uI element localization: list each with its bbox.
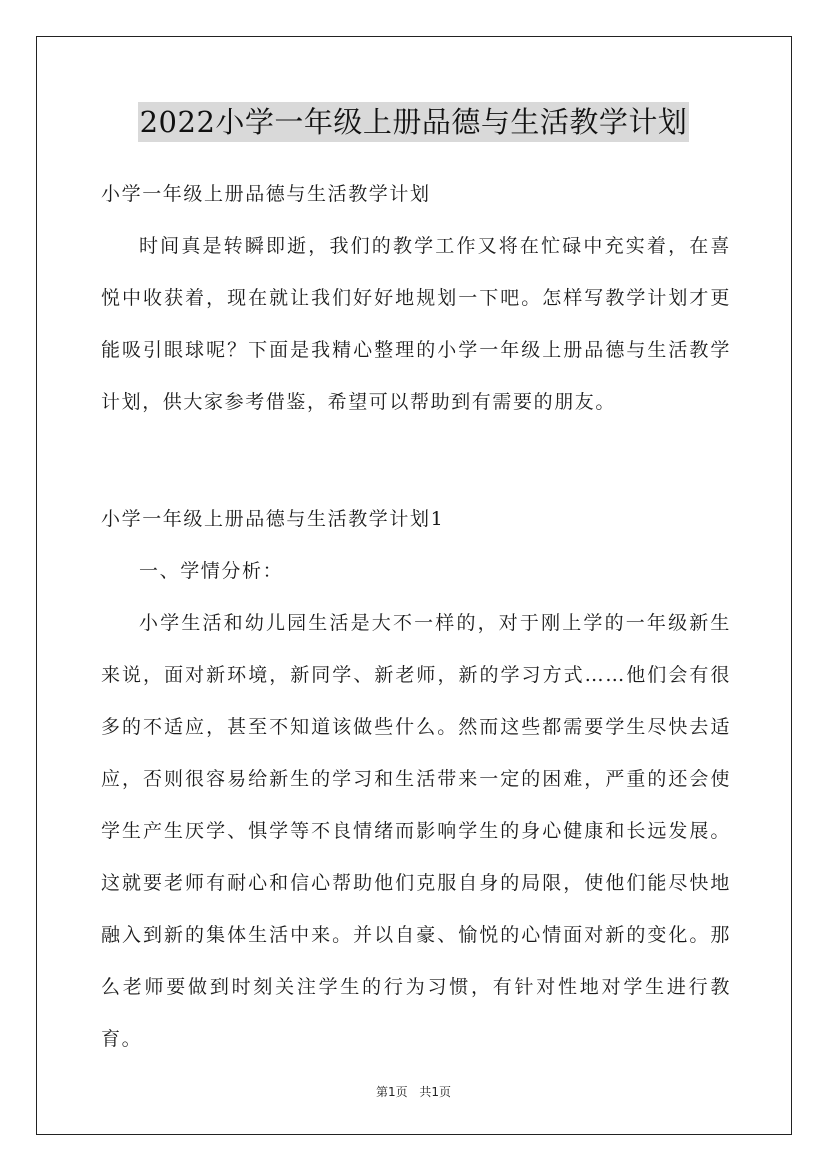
intro-block: [101, 220, 731, 428]
document-title: 2022小学一年级上册品德与生活教学计划: [138, 102, 690, 142]
document-subtitle: [101, 168, 731, 220]
subtitle-text: 小学一年级上册品德与生活教学计划: [101, 183, 431, 205]
intro-paragraph: 时间真是转瞬即逝，我们的教学工作又将在忙碌中充实着，在喜悦中收获着，现在就让我们好好地规划一下吧。怎样写教学计划才更能吸引眼球呢？下面是我精心整理的小学一年级上册品德与生活教学计划，供大家参考借鉴，希望可以帮助到有需要的朋友。: [101, 235, 731, 413]
page-total: 共1页: [419, 1085, 452, 1099]
body-paragraph: 小学生活和幼儿园生活是大不一样的，对于刚上学的一年级新生来说，面对新环境，新同学、新老师，新的学习方式……他们会有很多的不适应，甚至不知道该做些什么。然而这些都需要学生尽快去适应，否则很容易给新生的学习和生活带来一定的困难，严重的还会使学生产生厌学、惧学等不良情绪而影响学生的身心健康和长远发展。这就要老师有耐心和信心帮助他们克服自身的局限，使他们能尽快地融入到新的集体生活中来。并以自豪、愉悦的心情面对新的变化。那么老师要做到时刻关注学生的行为习惯，有针对性地对学生进行教育。: [101, 612, 731, 1050]
page-footer: [0, 1083, 827, 1100]
section-1: [101, 493, 731, 1065]
subsection-heading: 一、学情分析：: [139, 560, 284, 582]
title-container: [0, 102, 827, 142]
section-heading: 小学一年级上册品德与生活教学计划1: [101, 508, 445, 530]
page-number: 第1页: [375, 1085, 408, 1099]
